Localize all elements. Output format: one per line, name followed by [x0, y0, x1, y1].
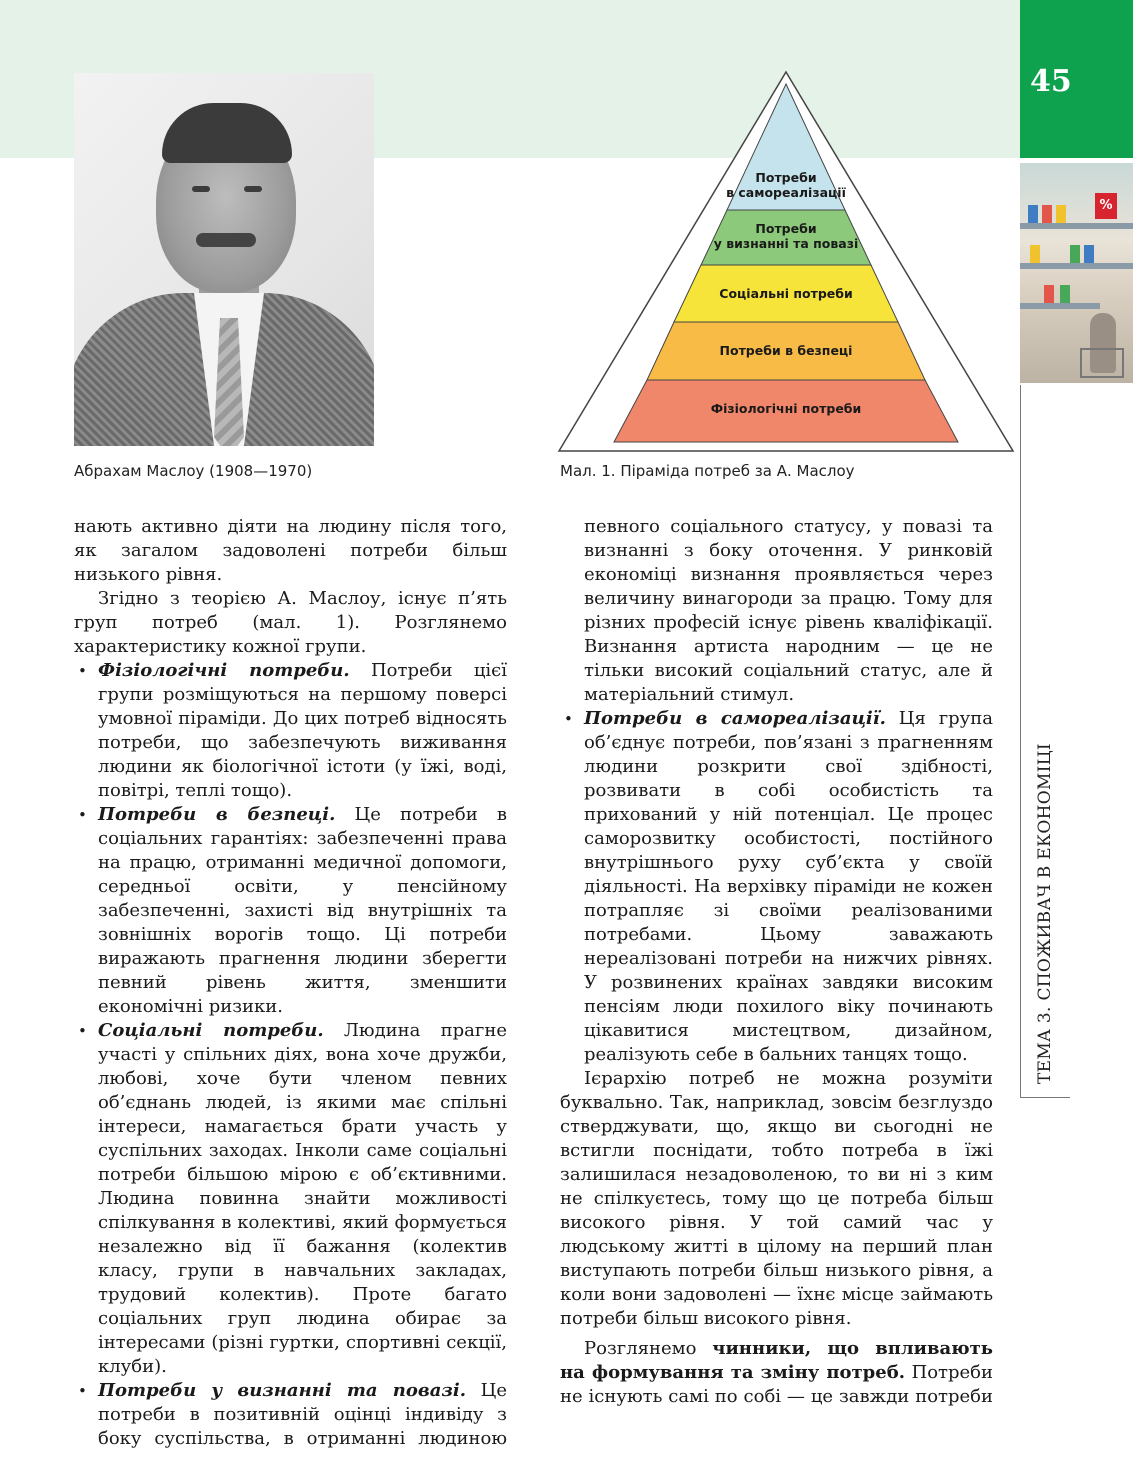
pyramid-label-1b: в самореалізації [726, 185, 846, 200]
side-rule-foot [1020, 1097, 1070, 1098]
paragraph: певного соціального статусу, у повазі та визнанні з боку оточення. У ринковій економіці визнання проявляється через величину винагороди за працю. Тому для різних професій існує рівень кваліфікації. Визнання артиста народним — це не тільки високий соціальний статус, але й матеріальний стимул. [584, 516, 993, 705]
term-text: Потреби цієї групи розміщуються на першому поверсі умовної піраміди. До цих потреб відносять потреби, що забезпечують виживання людини як біологічної істоти (у їжі, воді, повітрі, теплі тощо). [98, 660, 507, 801]
pyramid-label-3: Соціальні потреби [719, 286, 853, 301]
pyramid-label-4: Потреби в безпеці [719, 343, 853, 358]
list-item [74, 659, 507, 803]
page-number: 45 [1030, 64, 1072, 99]
list-item [560, 707, 993, 1067]
topic-title: ТЕМА 3. СПОЖИВАЧ В ЕКОНОМІЦІ [1035, 743, 1055, 1084]
side-rule [1020, 385, 1021, 1097]
term: Соціальні потреби. [98, 1020, 324, 1041]
term-text: Ця група об’єднує потреби, пов’язані з прагненням людини розкрити свої здібності, розвивати в собі особистість та прихований у ній потенціал. Це процес саморозвитку особистості, постійного внутрішнього руху суб’єкта у своїй діяльності. На верхівку піраміди не кожен потрапляє зі своїми реалізованими потребами. Цьому заважають нереалізовані потреби на нижчих рівнях. У розвинених країнах завдяки високим пенсіям люди похилого віку починають цікавитися мистецтвом, дизайном, реалізують себе в бальних танцях тощо. [584, 708, 993, 1065]
portrait-caption: Абрахам Маслоу (1908—1970) [74, 462, 313, 480]
figure-caption: Мал. 1. Піраміда потреб за А. Маслоу [560, 462, 855, 480]
maslow-pyramid [557, 70, 1015, 453]
term: Фізіологічні потреби. [98, 660, 350, 681]
term-text: Людина прагне участі у спільних діях, вона хоче дружби, любові, хоче бути членом певних об’єднань людей, із якими має спільні інтереси, намагається брати участь у суспільних заходах. Інколи саме соціальні потреби більшою мірою є об’єктивними. Людина повинна знайти можливості спілкування в колективі, який формується незалежно від її бажання (колектив класу, групи в навчальних закладах, трудовий колектив). Проте багато соціальних груп людина обирає за інтересами (різні гуртки, спортивні секції, клуби). [98, 1020, 507, 1377]
paragraph: Ієрархію потреб не можна розуміти буквально. Так, наприклад, зовсім безглуздо стверджувати, що, якщо ви сьогодні не встигли поснідати, тобто потреба в їжі залишилася незадоволеною, то ви ні з ким не спілкуєтесь, тому що це потреба більш високого рівня. У той самий час у людському житті в цілому на перший план виступають потреби більш низького рівня, а коли вони задоволені — їхнє місце займають потреби більш високого рівня. [560, 1068, 993, 1329]
term-text: Це потреби в позитивній оцінці індивіду з боку суспільства, в отриманні людиною [98, 1380, 507, 1449]
pyramid-label-2a: Потреби [755, 221, 817, 236]
paragraph [560, 1337, 993, 1409]
list-item [74, 1379, 507, 1451]
bold-text: чинники, що впливають на формування та зміну потреб. [560, 1338, 994, 1383]
right-column [560, 515, 993, 1409]
maslow-portrait [74, 73, 374, 446]
term-text: Потреби не існують самі по собі — це завжди потреби [560, 1362, 993, 1407]
sale-badge: % [1095, 193, 1117, 219]
pyramid-label-5: Фізіологічні потреби [710, 401, 862, 416]
supermarket-photo [1020, 163, 1133, 383]
paragraph: нають активно діяти на людину після того, як загалом задоволені потреби більш низького рівня. [74, 516, 507, 585]
list-item [74, 1019, 507, 1379]
term: Потреби у визнанні та повазі. [98, 1380, 466, 1401]
list-item [74, 803, 507, 1019]
left-column [74, 515, 507, 1451]
paragraph: Згідно з теорією А. Маслоу, існує п’ять груп потреб (мал. 1). Розглянемо характеристику кожної групи. [74, 588, 507, 657]
lead-text: Розглянемо [584, 1338, 713, 1359]
pyramid-label-2b: у визнанні та повазі [713, 236, 859, 251]
term: Потреби в безпеці. [98, 804, 336, 825]
pyramid-label-1a: Потреби [755, 170, 817, 185]
term-text: Це потреби в соціальних гарантіях: забезпеченні права на працю, отриманні медичної допомоги, середньої освіти, у пенсійному забезпеченні, захисті від внутрішніх та зовнішніх ворогів тощо. Ці потреби виражають прагнення людини зберегти певний рівень життя, зменшити економічні ризики. [98, 804, 508, 1017]
term: Потреби в самореалізації. [584, 708, 886, 729]
